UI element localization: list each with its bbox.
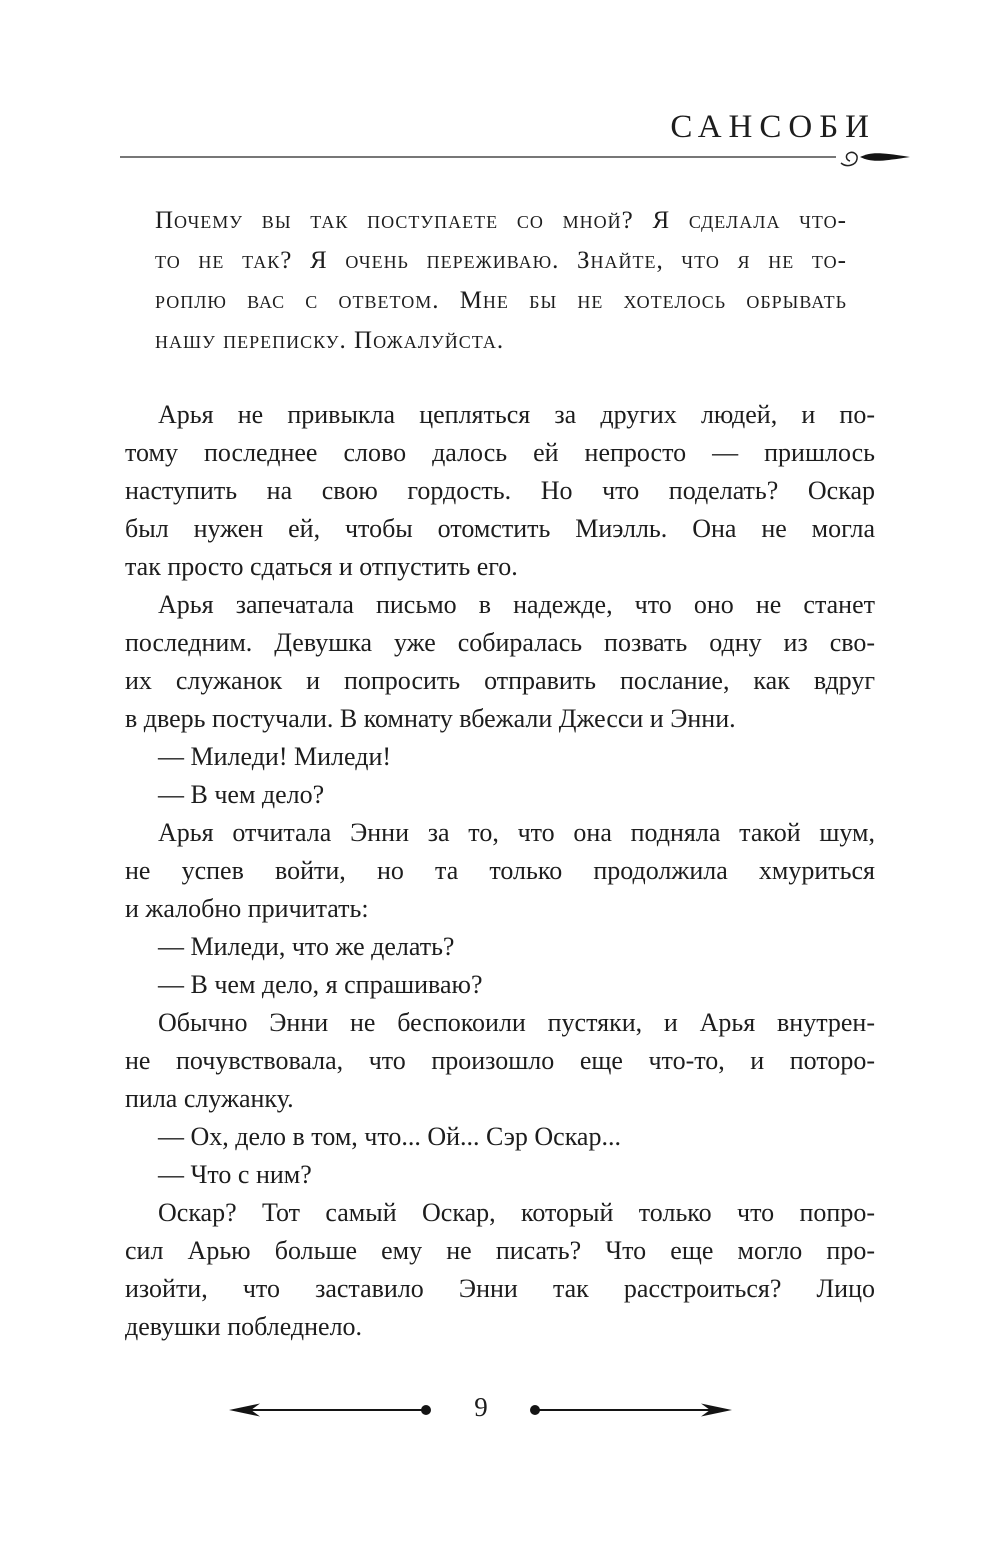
letter-line: роплю вас с ответом. Мне бы не хотелось обрывать bbox=[155, 287, 847, 314]
page-number: 9 bbox=[474, 1392, 488, 1422]
page-title: САНСОБИ bbox=[670, 109, 876, 145]
text-line: — Миледи! Миледи! bbox=[158, 742, 392, 771]
text-line: изойти, что заставило Энни так расстроиться? Лицо bbox=[125, 1274, 875, 1303]
letter-line: нашу переписку. Пожалуйста. bbox=[155, 327, 505, 354]
text-line: пила служанку. bbox=[125, 1084, 294, 1113]
letter-line: Почему вы так поступаете со мной? Я сделала что- bbox=[155, 207, 847, 234]
paragraph bbox=[125, 1118, 875, 1156]
header-swirl-icon bbox=[841, 152, 857, 165]
paragraph bbox=[125, 1194, 875, 1346]
text-line: — В чем дело, я спрашиваю? bbox=[158, 970, 483, 999]
text-line: сил Арью больше ему не писать? Что еще могло про- bbox=[125, 1236, 875, 1265]
text-line: не успев войти, но та только продолжила хмуриться bbox=[125, 856, 875, 885]
text-line: — В чем дело? bbox=[158, 780, 325, 809]
text-line: наступить на свою гордость. Но что поделать? Оскар bbox=[125, 476, 875, 505]
text-line: — Миледи, что же делать? bbox=[158, 932, 455, 961]
text-line: так просто сдаться и отпустить его. bbox=[125, 552, 518, 581]
text-line: был нужен ей, чтобы отомстить Миэлль. Она не могла bbox=[125, 514, 875, 543]
text-line: Арья запечатала письмо в надежде, что оно не станет bbox=[158, 590, 875, 619]
text-line: Арья отчитала Энни за то, что она подняла такой шум, bbox=[158, 818, 875, 847]
text-line: не почувствовала, что произошло еще что-то, и поторо- bbox=[125, 1046, 875, 1075]
body-text bbox=[125, 396, 875, 1346]
footer-left-arrow-icon bbox=[228, 1402, 433, 1418]
paragraph bbox=[125, 586, 875, 738]
text-line: Обычно Энни не беспокоили пустяки, и Арья внутрен- bbox=[158, 1008, 875, 1037]
text-line: Арья не привыкла цепляться за других людей, и по- bbox=[158, 400, 875, 429]
text-line: тому последнее слово далось ей непросто — пришлось bbox=[125, 438, 875, 467]
letter-line: то не так? Я очень переживаю. Знайте, что я не то- bbox=[155, 247, 847, 274]
text-line: — Ох, дело в том, что... Ой... Сэр Оскар... bbox=[158, 1122, 621, 1151]
paragraph bbox=[125, 1156, 875, 1194]
text-line: Оскар? Тот самый Оскар, который только что попро- bbox=[158, 1198, 875, 1227]
text-line: — Что с ним? bbox=[158, 1160, 312, 1189]
paragraph bbox=[125, 966, 875, 1004]
text-line: последним. Девушка уже собиралась позвать одну из сво- bbox=[125, 628, 875, 657]
paragraph bbox=[125, 928, 875, 966]
paragraph bbox=[125, 396, 875, 586]
paragraph bbox=[125, 776, 875, 814]
header-arrow-icon bbox=[860, 153, 910, 161]
text-line: девушки побледнело. bbox=[125, 1312, 363, 1341]
paragraph bbox=[125, 814, 875, 928]
paragraph bbox=[125, 1004, 875, 1118]
header-rule-ornament bbox=[120, 146, 910, 168]
text-line: и жалобно причитать: bbox=[125, 894, 369, 923]
letter-block bbox=[155, 201, 847, 361]
paragraph bbox=[125, 738, 875, 776]
text-line: в дверь постучали. В комнату вбежали Джесси и Энни. bbox=[125, 704, 736, 733]
footer-right-arrow-icon bbox=[528, 1402, 733, 1418]
text-line: их служанок и попросить отправить послание, как вдруг bbox=[125, 666, 875, 695]
